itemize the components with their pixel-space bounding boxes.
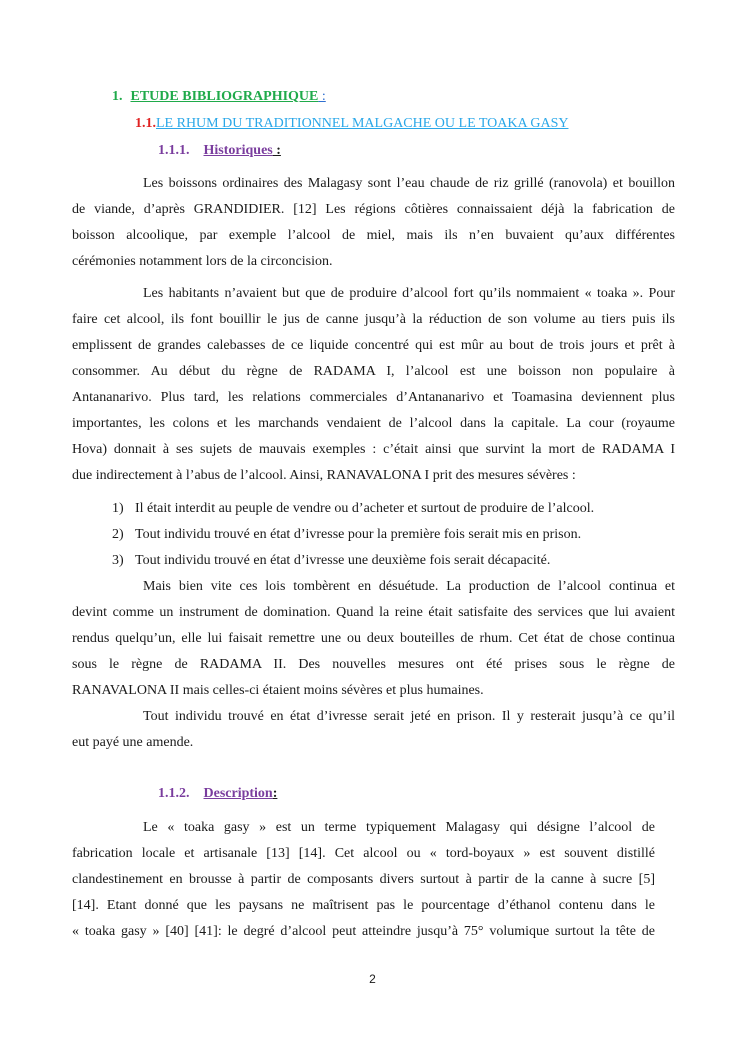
paragraph-historique-2 <box>72 281 675 489</box>
text-line: sous le règne de RADAMA II. Des nouvelles mesures ont été prises sous le règne de <box>72 657 675 672</box>
text-line: Le « toaka gasy » est un terme typiquement Malagasy qui désigne l’alcool de <box>143 820 655 835</box>
text-line: Mais bien vite ces lois tombèrent en désuétude. La production de l’alcool continua et <box>143 579 675 594</box>
list-item-number: 2) <box>112 527 124 542</box>
text-line: Les boissons ordinaires des Malagasy sont l’eau chaude de riz grillé (ranovola) et bouillon <box>143 176 675 191</box>
list-item <box>112 522 594 548</box>
heading-2-title: LE RHUM DU TRADITIONNEL MALGACHE OU LE TOAKA GASY <box>156 116 569 131</box>
list-item <box>112 496 594 522</box>
heading-2-number: 1.1. <box>135 116 156 131</box>
list-item <box>112 548 594 574</box>
text-line: Hova) donnait à ses sujets de mauvais exemples : c’était ainsi que survint la mort de RADAMA I <box>72 442 675 457</box>
heading-1-number: 1. <box>112 89 123 104</box>
text-line: Antananarivo. Plus tard, les relations commerciales d’Antananarivo et Toamasina deviennent plus <box>72 390 675 405</box>
text-line: « toaka gasy » [40] [41]: le degré d’alcool peut atteindre jusqu’à 75° volumique surtout la tête de <box>72 924 655 939</box>
heading-1-suffix: : <box>318 89 326 104</box>
text-line: clandestinement en brousse à partir de composants divers surtout à partir de la canne à sucre [5] <box>72 872 655 887</box>
text-line: RANAVALONA II mais celles-ci étaient moins sévères et plus humaines. <box>72 683 484 698</box>
heading-historique-suffix: : <box>272 143 281 158</box>
text-line: devint comme un instrument de domination. Quand la reine était satisfaite des services que lui avaient <box>72 605 675 620</box>
measures-list <box>112 496 594 574</box>
heading-description-title: Description <box>203 786 273 801</box>
page-number: 2 <box>369 972 376 986</box>
heading-2 <box>135 116 568 132</box>
paragraph-historique-3 <box>72 574 675 704</box>
text-line: Les habitants n’avaient but que de produire d’alcool fort qu’ils nommaient « toaka ». Pour <box>143 286 675 301</box>
text-line: consommer. Au début du règne de RADAMA I, l’alcool est une boisson non populaire à <box>72 364 675 379</box>
list-item-number: 3) <box>112 553 124 568</box>
list-item-number: 1) <box>112 501 124 516</box>
heading-description <box>158 786 277 802</box>
text-line: rendus quelqu’un, elle lui faisait remettre une ou deux bouteilles de rhum. Cet état de chose continua <box>72 631 675 646</box>
heading-description-number: 1.1.2. <box>158 786 190 801</box>
heading-1 <box>112 89 326 105</box>
paragraph-description <box>72 815 655 945</box>
text-line: [14]. Etant donné que les paysans ne maîtrisent pas le pourcentage d’éthanol contenu dans le <box>72 898 655 913</box>
heading-1-title: ETUDE BIBLIOGRAPHIQUE <box>130 89 319 104</box>
text-line: due indirectement à l’abus de l’alcool. Ainsi, RANAVALONA I prit des mesures sévères : <box>72 468 576 483</box>
text-line: Tout individu trouvé en état d’ivresse serait jeté en prison. Il y resterait jusqu’à ce qu’il <box>143 709 675 724</box>
text-line: cérémonies notamment lors de la circoncision. <box>72 254 333 269</box>
list-item-text: Tout individu trouvé en état d’ivresse pour la première fois serait mis en prison. <box>135 527 582 542</box>
paragraph-historique-1 <box>72 171 675 275</box>
text-line: fabrication locale et artisanale [13] [14]. Cet alcool ou « tord-boyaux » est souvent distillé <box>72 846 655 861</box>
list-item-text: Tout individu trouvé en état d’ivresse une deuxième fois serait décapacité. <box>135 553 551 568</box>
text-line: de viande, d’après GRANDIDIER. [12] Les régions côtières connaissaient déjà la fabrication de <box>72 202 675 217</box>
text-line: emplissent de grandes calebasses de ce liquide concentré qui est mûr au bout de trois jours et prêt à <box>72 338 675 353</box>
text-line: boisson alcoolique, par exemple l’alcool de miel, mais ils n’en buvaient qu’aux différentes <box>72 228 675 243</box>
text-line: eut payé une amende. <box>72 735 194 750</box>
list-item-text: Il était interdit au peuple de vendre ou d’acheter et surtout de produire de l’alcool. <box>135 501 595 516</box>
heading-historique-title: Historiques <box>203 143 273 158</box>
paragraph-historique-4 <box>72 704 675 756</box>
heading-historique-number: 1.1.1. <box>158 143 190 158</box>
heading-description-suffix: : <box>272 786 278 801</box>
text-line: faire cet alcool, ils font bouillir le jus de canne jusqu’à la réduction de son volume au tiers puis ils <box>72 312 675 327</box>
heading-historique <box>158 143 281 159</box>
text-line: importantes, les colons et les marchands vendaient de l’alcool dans la capitale. La cour (royaume <box>72 416 675 431</box>
